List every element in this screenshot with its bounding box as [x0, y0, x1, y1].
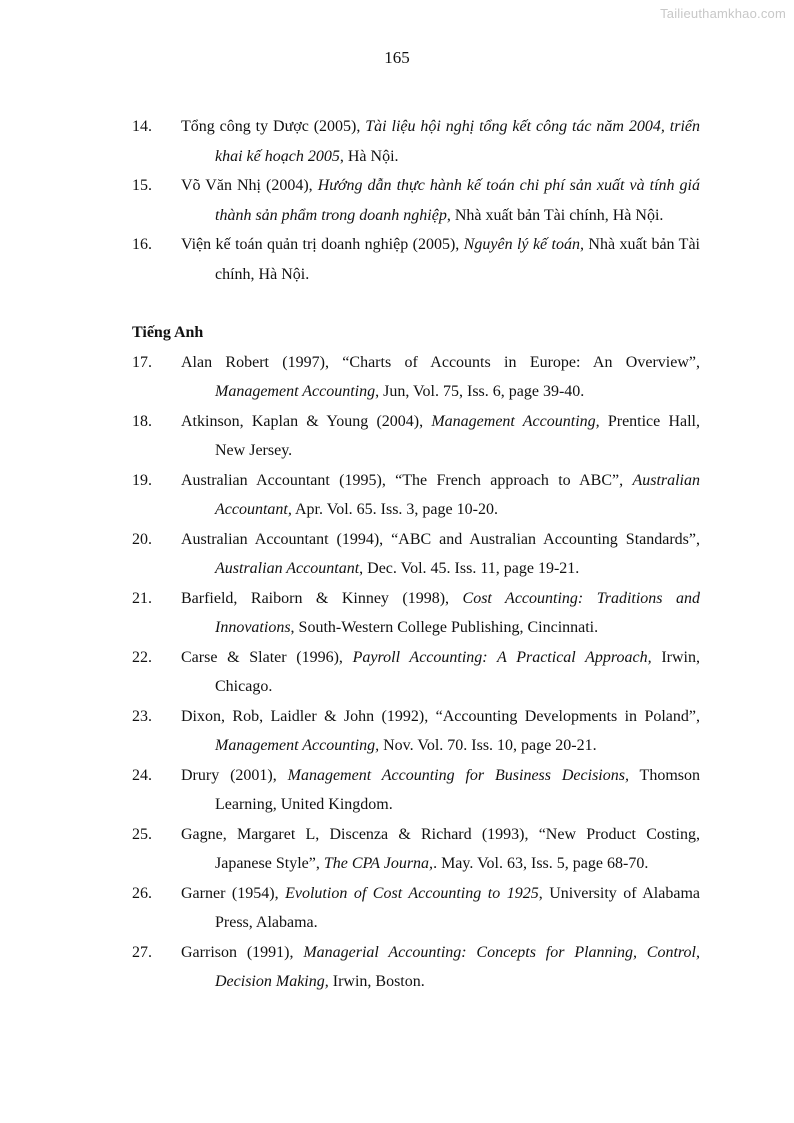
reference-segment: Prentice Hall, New Jersey.: [215, 412, 701, 459]
reference-text: [181, 466, 700, 525]
reference-segment: Thomson Learning, United Kingdom.: [215, 766, 700, 813]
reference-segment: Viện kế toán quản trị doanh nghiệp (2005),: [181, 236, 464, 253]
watermark: Tailieuthamkhao.com: [660, 6, 786, 21]
reference-text: [181, 702, 700, 761]
reference-segment: , Jun, Vol. 75, Iss. 6, page 39-40.: [375, 383, 585, 400]
reference-title: Management Accounting: [215, 383, 376, 400]
reference-segment: Dixon, Rob, Laidler & John (1992), “Accounting Developments in Poland”,: [181, 707, 700, 725]
reference-text: [181, 171, 700, 230]
reference-number: 18.: [132, 412, 152, 430]
reference-segment: Carse & Slater (1996),: [181, 648, 353, 666]
reference-number: 27.: [132, 943, 152, 961]
reference-number: 17.: [132, 353, 152, 371]
reference-item: [132, 702, 700, 761]
reference-number: 15.: [132, 177, 152, 194]
reference-title: Tài liệu hội nghị tổng kết công tác năm 2004, triển khai kế hoạch 2005: [215, 118, 700, 165]
reference-title: Payroll Accounting: A Practical Approach,: [352, 648, 652, 666]
reference-item: [132, 112, 700, 171]
reference-text: [181, 584, 700, 643]
reference-number: 14.: [132, 118, 152, 135]
reference-number: 25.: [132, 825, 152, 843]
reference-title: Cost Accounting: Traditions and Innovations: [215, 589, 700, 636]
reference-title: Australian Accountant: [215, 560, 360, 577]
reference-segment: , Dec. Vol. 45. Iss. 11, page 19-21.: [359, 560, 580, 577]
reference-item: [132, 938, 700, 997]
reference-segment: Gagne, Margaret L, Discenza & Richard (1993), “New Product Costing, Japanese Style”,: [181, 825, 700, 872]
reference-text: [181, 643, 700, 702]
reference-segment: Garrison (1991),: [181, 943, 304, 961]
reference-number: 26.: [132, 884, 152, 902]
page-number: 165: [384, 48, 410, 67]
reference-list-english: [132, 348, 700, 997]
reference-segment: Võ Văn Nhị (2004),: [181, 177, 318, 194]
reference-segment: , Nhà xuất bản Tài chính, Hà Nội.: [446, 206, 664, 224]
reference-title: Management Accounting for Business Decisions,: [287, 766, 629, 784]
reference-title: Australian Accountant,: [215, 471, 700, 518]
reference-title: Hướng dẫn thực hành kế toán chi phí sản xuất và tính giá thành sản phẩm trong doanh nghiệp: [215, 177, 700, 224]
reference-segment: Atkinson, Kaplan & Young (2004),: [181, 412, 432, 430]
reference-number: 16.: [132, 236, 152, 253]
reference-text: [181, 230, 700, 289]
reference-text: [181, 820, 700, 879]
reference-title: Nguyên lý kế toán,: [463, 236, 585, 253]
reference-item: [132, 348, 700, 407]
reference-number: 24.: [132, 766, 152, 784]
reference-item: [132, 171, 700, 230]
reference-text: [181, 938, 700, 997]
reference-item: [132, 407, 700, 466]
reference-segment: Apr. Vol. 65. Iss. 3, page 10-20.: [291, 501, 498, 518]
reference-item: [132, 584, 700, 643]
reference-segment: , University of Alabama Press, Alabama.: [215, 884, 700, 931]
reference-segment: Nhà xuất bản Tài chính, Hà Nội.: [215, 236, 700, 283]
reference-number: 23.: [132, 707, 152, 725]
reference-text: [181, 525, 700, 584]
reference-segment: Alan Robert (1997), “Charts of Accounts in Europe: An Overview”,: [181, 353, 700, 371]
reference-segment: Australian Accountant (1994), “ABC and Australian Accounting Standards”,: [181, 530, 700, 548]
reference-list: [132, 112, 700, 997]
reference-number: 19.: [132, 471, 152, 489]
reference-title: Management Accounting,: [431, 412, 600, 430]
reference-text: [181, 879, 700, 938]
reference-item: [132, 525, 700, 584]
reference-title: Evolution of Cost Accounting to 1925: [285, 884, 539, 902]
reference-item: [132, 643, 700, 702]
reference-text: [181, 348, 700, 407]
reference-item: [132, 466, 700, 525]
reference-item: [132, 820, 700, 879]
reference-segment: Australian Accountant (1995), “The French approach to ABC”,: [181, 471, 633, 489]
reference-number: 21.: [132, 589, 152, 607]
reference-number: 20.: [132, 530, 152, 548]
reference-segment: Tổng công ty Dược (2005),: [181, 118, 366, 135]
reference-text: [181, 407, 700, 466]
reference-segment: , Hà Nội.: [339, 147, 399, 165]
reference-text: [181, 761, 700, 820]
reference-segment: Garner (1954),: [181, 884, 286, 902]
reference-number: 22.: [132, 648, 152, 666]
reference-title: The CPA Journa,: [323, 855, 434, 872]
reference-segment: Drury (2001),: [181, 766, 288, 784]
reference-segment: . May. Vol. 63, Iss. 5, page 68-70.: [433, 855, 649, 872]
reference-item: [132, 761, 700, 820]
reference-title: Management Accounting,: [215, 737, 380, 754]
reference-segment: , South-Western College Publishing, Cincinnati.: [290, 619, 599, 636]
reference-segment: Barfield, Raiborn & Kinney (1998),: [181, 589, 463, 607]
reference-item: [132, 879, 700, 938]
reference-text: [181, 112, 700, 171]
reference-segment: Irwin, Boston.: [328, 973, 425, 990]
reference-item: [132, 230, 700, 289]
section-heading: Tiếng Anh: [132, 324, 204, 341]
reference-list-vietnamese: [132, 112, 700, 289]
reference-segment: Irwin, Chicago.: [215, 648, 701, 695]
reference-segment: Nov. Vol. 70. Iss. 10, page 20-21.: [379, 737, 597, 754]
reference-title: Managerial Accounting: Concepts for Planning, Control, Decision Making,: [215, 943, 701, 990]
